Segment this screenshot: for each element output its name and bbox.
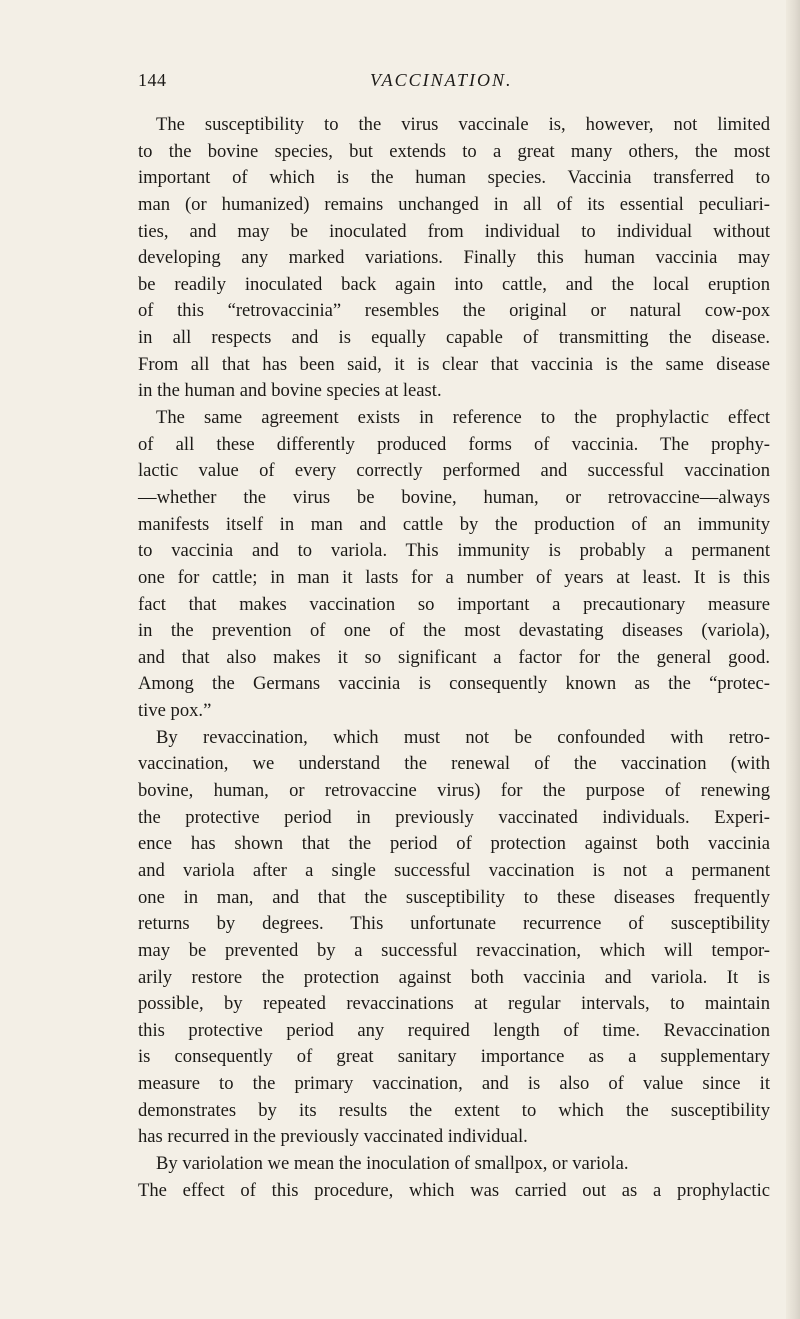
text-line: The effect of this procedure, which was carried out as a prophylactic xyxy=(138,1179,770,1201)
text-line: fact that makes vaccination so important a precautionary measure xyxy=(138,593,770,615)
text-line: and that also makes it so significant a factor for the general good. xyxy=(138,646,770,668)
text-line: vaccination, we understand the renewal of the vaccination (with xyxy=(138,753,770,775)
text-line: ties, and may be inoculated from individual to individual without xyxy=(138,220,770,242)
text-line: this protective period any required length of time. Revaccination xyxy=(138,1019,770,1041)
text-line: From all that has been said, it is clear that vaccinia is the same disease xyxy=(138,353,770,375)
text-line: —whether the virus be bovine, human, or retrovaccine—always xyxy=(138,486,770,508)
text-line: By revaccination, which must not be confounded with retro- xyxy=(156,726,770,748)
text-line: to the bovine species, but extends to a great many others, the most xyxy=(138,140,770,162)
running-title: VACCINATION. xyxy=(370,70,513,90)
text-line: tive pox.” xyxy=(138,700,212,722)
text-line: returns by degrees. This unfortunate recurrence of susceptibility xyxy=(138,913,770,935)
text-line: and variola after a single successful vaccination is not a permanent xyxy=(138,859,770,881)
text-line: in the human and bovine species at least. xyxy=(138,380,442,402)
text-line: developing any marked variations. Finally this human vaccinia may xyxy=(138,247,770,269)
text-line: in the prevention of one of the most devastating diseases (variola), xyxy=(138,620,770,642)
text-line: ence has shown that the period of protection against both vaccinia xyxy=(138,833,770,855)
text-line: demonstrates by its results the extent to which the susceptibility xyxy=(138,1099,770,1121)
text-line: has recurred in the previously vaccinated individual. xyxy=(138,1126,528,1148)
body-text xyxy=(138,112,770,1204)
text-line: bovine, human, or retrovaccine virus) for the purpose of renewing xyxy=(138,780,770,802)
text-line: of this “retrovaccinia” resembles the original or natural cow-pox xyxy=(138,300,770,322)
text-line: arily restore the protection against both vaccinia and variola. It is xyxy=(138,966,770,988)
text-line: one in man, and that the susceptibility to these diseases frequently xyxy=(138,886,770,908)
text-line: measure to the primary vaccination, and is also of value since it xyxy=(138,1073,770,1095)
text-line: Among the Germans vaccinia is consequently known as the “protec- xyxy=(138,673,770,695)
page-number: 144 xyxy=(138,70,167,90)
text-line: possible, by repeated revaccinations at regular intervals, to maintain xyxy=(138,993,770,1015)
text-line: of all these differently produced forms of vaccinia. The prophy- xyxy=(138,433,770,455)
text-line: one for cattle; in man it lasts for a number of years at least. It is this xyxy=(138,566,770,588)
text-line: may be prevented by a successful revaccination, which will tempor- xyxy=(138,939,770,961)
text-line: important of which is the human species. Vaccinia transferred to xyxy=(138,167,770,189)
text-line: in all respects and is equally capable of transmitting the disease. xyxy=(138,327,770,349)
text-line: manifests itself in man and cattle by the production of an immunity xyxy=(138,513,770,535)
text-line: The same agreement exists in reference to the prophylactic effect xyxy=(156,407,770,429)
page-edge-shadow xyxy=(786,0,800,1319)
text-line: The susceptibility to the virus vaccinale is, however, not limited xyxy=(156,114,770,135)
text-line: lactic value of every correctly performed and successful vaccination xyxy=(138,460,770,482)
text-line: man (or humanized) remains unchanged in all of its essential peculiari- xyxy=(138,193,770,215)
text-line: By variolation we mean the inoculation of smallpox, or variola. xyxy=(156,1152,629,1174)
text-line: is consequently of great sanitary importance as a supplementary xyxy=(138,1046,770,1068)
text-line: be readily inoculated back again into cattle, and the local eruption xyxy=(138,273,770,295)
text-line: the protective period in previously vaccinated individuals. Experi- xyxy=(138,806,770,828)
text-line: to vaccinia and to variola. This immunity is probably a permanent xyxy=(138,540,770,562)
